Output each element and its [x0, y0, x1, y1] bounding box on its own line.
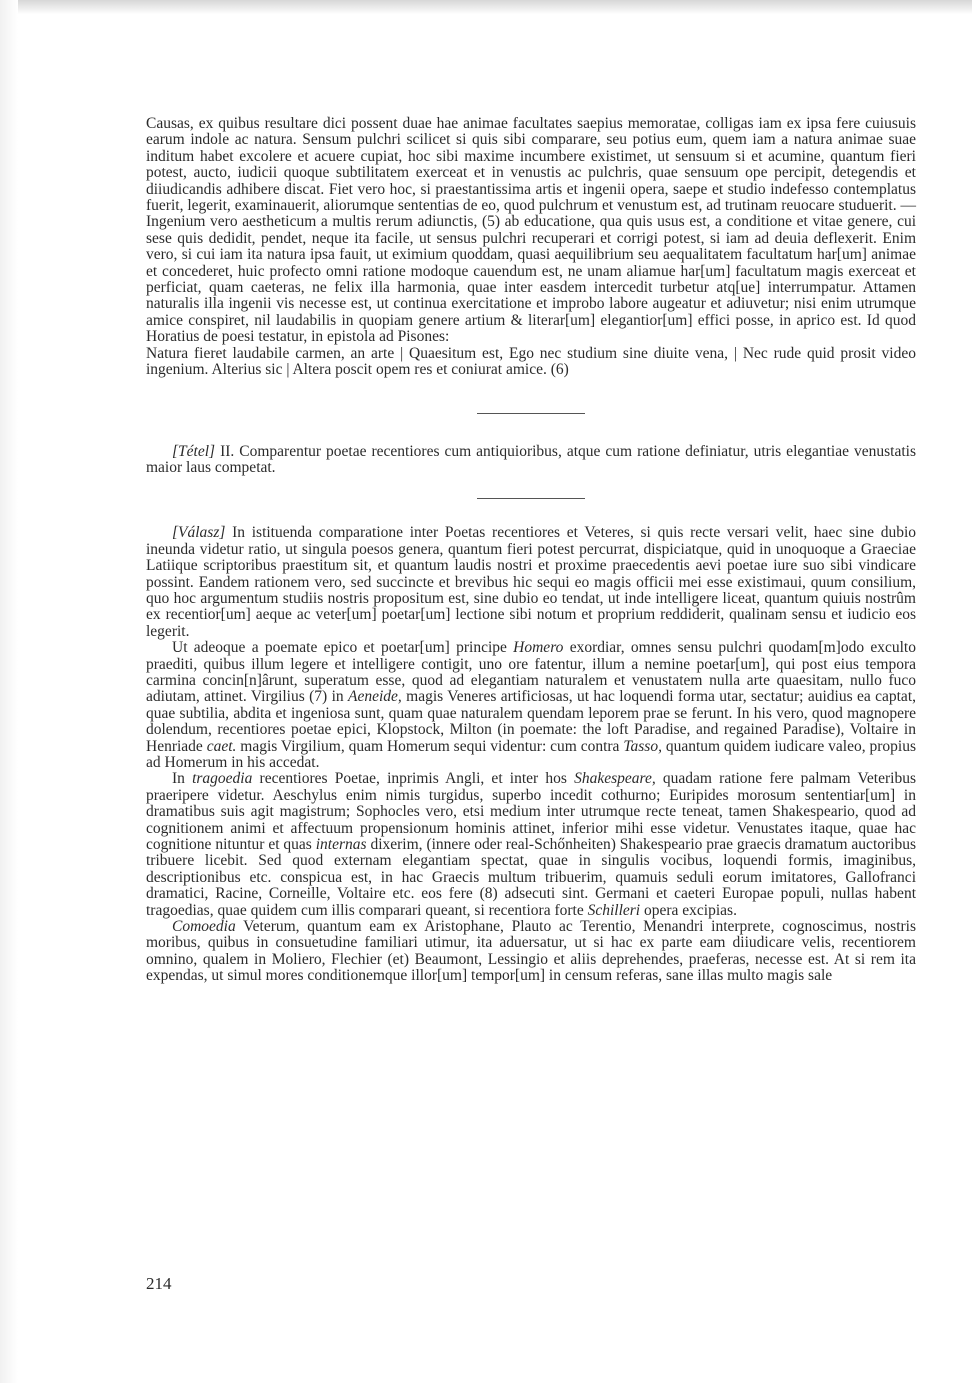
italic-term: internas — [315, 836, 367, 854]
text-run: dixerim, (innere oder real-Schőnheiten) Shakespeario prae graecis dramatum auctoribus tribuere licebit. Sed quod externam elegantiam spectat, quae in singulis vocibus, loquendi formis, imaginibus, descriptionibus etc. conspicua est, in hac Graecis multum tribuerim, quamuis seduli eorum imitatores, Gallofranci dramatici, Racine, Corneille, Voltaire etc. eos fere (8) adsecuti sint. Germani et caeteri Europae populi, nullas habent tragoedias, quae quidem cum illis comparari queant, si recentiora forte — [146, 836, 916, 919]
italic-term: Schilleri — [587, 901, 641, 919]
italic-term: caet. — [206, 737, 237, 755]
scan-edge-left — [0, 0, 18, 1383]
text-run: Veterum, quantum eam ex Aristophane, Plauto ac Terentio, Menandri interprete, cognoscimus, nostris moribus, quibus in consuetudine familiari utimur, ita aduersatur, ut si hac ex parte eam diiudicare velis, recentiorem omnino, qualem in Moliero, Flechier (et) Beaumont, Lessingio et aliis deprehendes, praeferas, necesse est. At si rem ita expendas, ut simul mores conditionemque illor[um] tempor[um] in censum referas, sane illas multo magis sale — [146, 918, 916, 985]
section-divider — [477, 498, 585, 499]
italic-term: Homero — [513, 639, 564, 657]
italic-term: tragoedia — [192, 770, 253, 788]
page-body — [146, 116, 916, 985]
question-text: II. Comparentur poetae recentiores cum antiquioribus, atque cum ratione definiatur, utris elegantiae venustatis maior laus competat. — [146, 442, 916, 476]
italic-term: Tasso, — [623, 737, 662, 755]
italic-term: Comoedia — [172, 918, 236, 936]
page-number: 214 — [146, 1274, 172, 1293]
text-run: magis Veneres artificiosas, ut hac loquendi forma utar, sectatur; auidius ea captat, quae subtilia, abdita et ingeniosa sunt, quam quae naturalem quendam leporem prae se ferunt. In his vero, quod magnopere dolendum, recentiores poetae epici, Klopstock, Milton (in poemate: the loft Paradise, and regained Paradise), Voltaire in Henriade — [146, 688, 916, 755]
text-run: magis Virgilium, quam Homerum sequi videntur: cum contra — [236, 737, 624, 755]
text-run: opera excipias. — [640, 901, 737, 919]
text-run: Ut adeoque a poemate epico et poetar[um] principe — [172, 639, 514, 657]
answer-label: [Válasz] — [172, 524, 226, 542]
paragraph-causas: Causas, ex quibus resultare dici possent duae hae animae facultates saepius memoratae, colligas iam ex ipsa fere cuiusuis earum indole ac natura. Sensum pulchri scilicet si quis sibi comparare, seu potius eum, quem iam a natura animae suae inditum habet excolere et acuere cupiat, hoc sibi maxime incumbere existimet, ut sensuum si et acumine, quantum fieri potest, aucto, iudicii quoque subtilitatem exerceat et in venustis ac pulchris, quae sensuum ope percipit, detegendis et diiudicandis adhibere discat. Fiet vero hoc, si praestantissima artis et ingenii opera, saepe et studio indefesso contemplatus fuerit, legerit, examinauerit, aliorumque sententias de eo, quod pulchrum et venustum est, ad trutinam reuocare studuerit. — Ingenium vero aestheticum a multis rerum adiunctis, (5) ab educatione, qua quis usus est, a conditione et vitae genere, cui sese quis dedidit, pendet, neque ita facile, ut sensus pulchri recuperari et corrigi potest, si iam ad deuia deflexerit. Enim vero, si cui iam ita natura ipsa fauit, ut eximium quoddam, quasi aequilibrium seu aequalitatem facultatum har[um] animae et concederet, huic profecto omni ratione modoque cauendum est, ne unam aliamue har[um] facultatum magis exerceat et perficiat, quam caeteras, ne felix illa harmonia, quae inter easdem intercedit turbetur atq[ue] interrumpatur. Attamen naturalis illa ingenii vis necesse est, ut continua exercitatione et improbo labore augeatur et adiuvetur; nisi enim utrumque amice conspiret, nil laudabilis in quopiam genere artium & literar[um] elegantior[um] effici posse, in aprico est. Id quod Horatius de poesi testatur, in epistola ad Pisones: — [146, 115, 916, 346]
question-label: [Tétel] — [172, 442, 216, 460]
text-run: In — [172, 770, 193, 788]
paragraph-epic — [146, 640, 916, 771]
answer-intro-text: In istituenda comparatione inter Poetas recentiores et Veteres, si quis recte versari velit, haec sine dubio ineunda videtur ratio, ut singula poesos genera, quantum fieri potest percurrat, dispiciatque, quid in unoquoque a Graeciae Latiique scriptoribus praestitum sit, et quantum laudis nostri et proxime praecedentis aevi poetae iure suo sibi vindicare possint. Eandem rationem vero, sed succincte et brevibus hic sequi eo magis officii mei esse existimaui, quum consilium, quo hoc argumentum studiis nostris propositum est, sine dubio eo tendat, ut inde intelligere liceat, quantum quiuis nostrûm ex recentior[um] aeque ac veter[um] poetar[um] lectione sibi notum et proprium reddiderit, qualinam sensu et iudicio eos legerit. — [146, 524, 916, 640]
text-run: recentiores Poetae, inprimis Angli, et inter hos — [252, 770, 575, 788]
scan-edge-top — [0, 0, 972, 14]
italic-term: Aeneide, — [348, 688, 402, 706]
question-thesis — [146, 444, 916, 477]
paragraph-comedy — [146, 919, 916, 985]
text-run: exordiar, omnes sensu pulchri quodam[m]odo exculto praediti, quibus illum legere et intelligere contigit, uno ore fatentur, illum a nemine poetar[um], qui post eius tempora carmina concin[n]ârunt, superatum esse, quod ad elegantiam naturalem et venustatem nulla arte quaesitam, nullo fuco adiutam, attinet. Virgilius (7) in — [146, 639, 916, 706]
horace-quote: Natura fieret laudabile carmen, an arte | Quaesitum est, Ego nec studium sine diuite vena, | Nec rude quid prosit video ingenium. Alterius sic | Altera poscit opem res et coniurat amice. (6) — [146, 344, 916, 379]
text-run: quadam ratione fere palmam Veteribus praeripere videtur. Aeschylus enim nimis turgidus, superbo incedit cothurno; Euripides morosum sententiar[um] in dramatibus suis agit magistrum; Sophocles vero, etsi medium inter utrumque recte teneat, tamen Shakespeario, quod ad cognitionem animi et affectuum propensionum hominis attinet, inferior mihi esse videtur. Venustates itaque, quae hac cognitione nituntur et quas — [146, 770, 916, 854]
text-run: quantum quidem iudicare valeo, propius ad Homerum in his accedat. — [146, 737, 917, 771]
answer-paragraph-intro — [146, 525, 916, 640]
italic-term: Shakespeare, — [574, 770, 656, 788]
paragraph-tragedy — [146, 771, 916, 919]
section-divider — [477, 413, 585, 414]
